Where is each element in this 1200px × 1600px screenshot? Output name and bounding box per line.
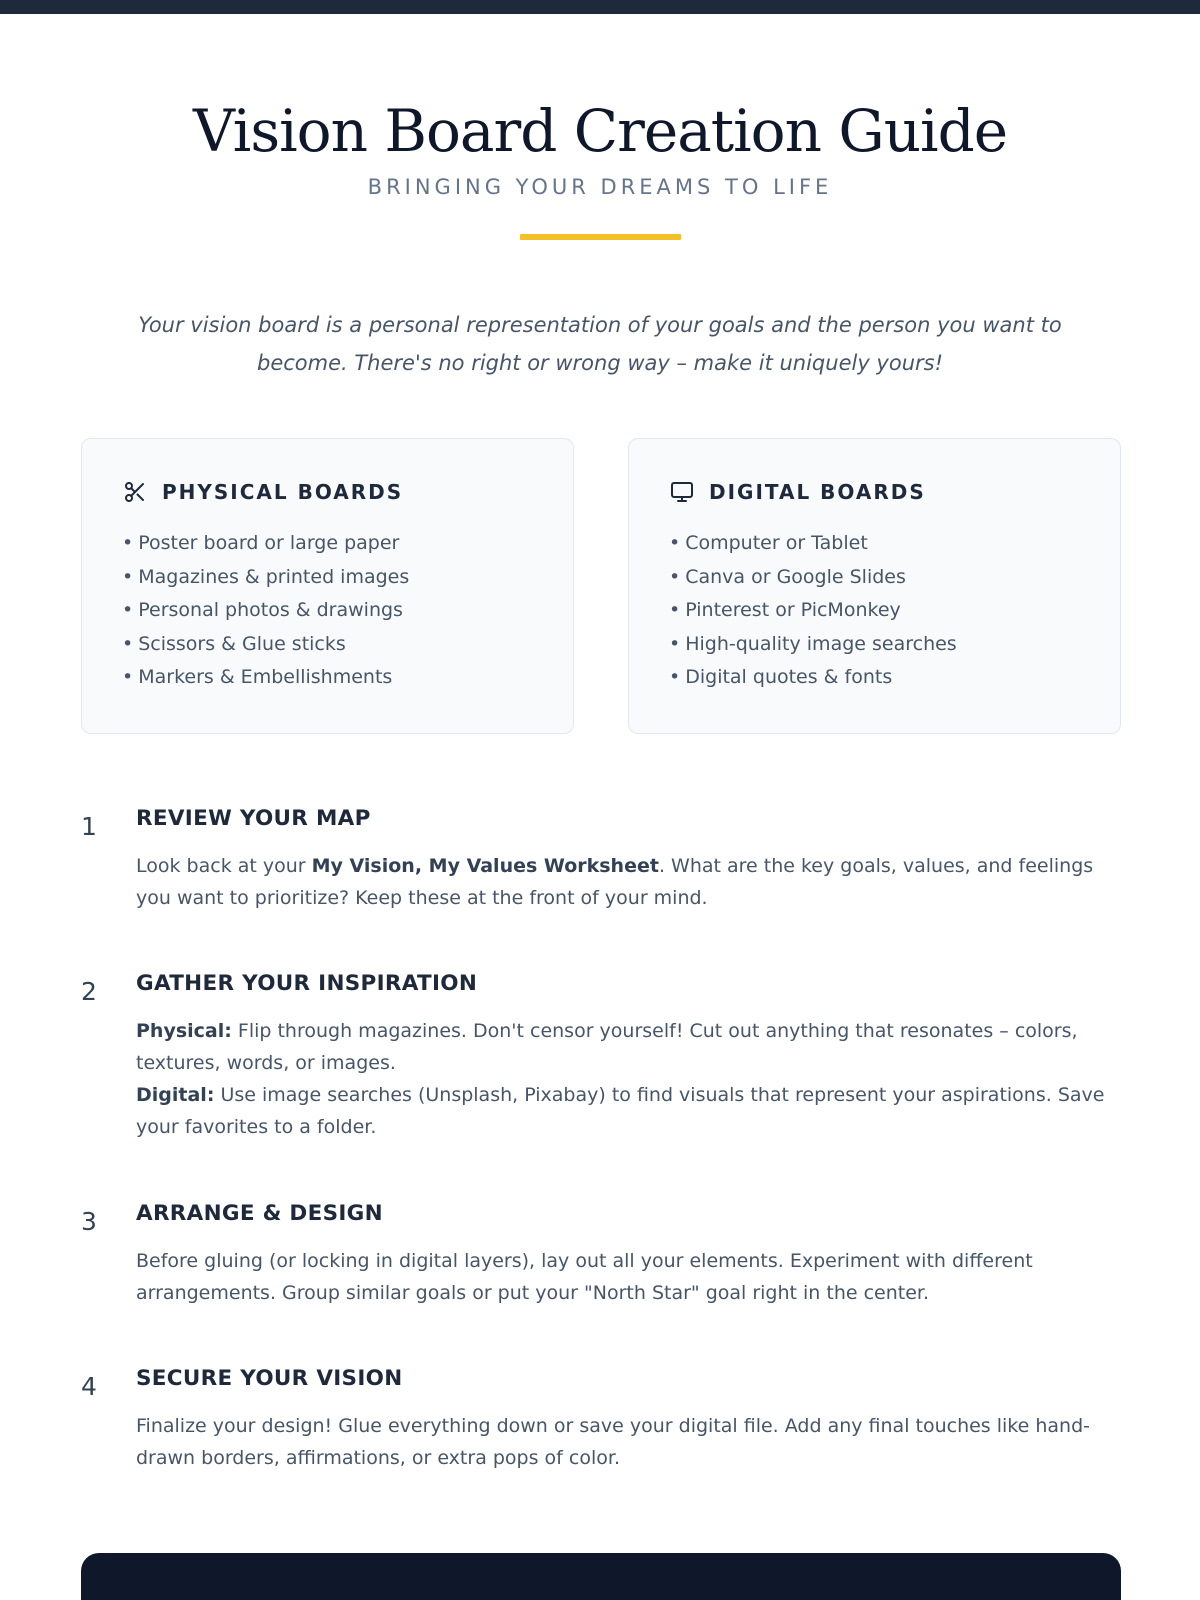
list-item: • Markers & Embellishments [122, 661, 533, 695]
step-text: Flip through magazines. Don't censor yourself! Cut out anything that resonates – colors, textures, words, or images. [136, 1020, 1078, 1074]
card-header [122, 477, 533, 507]
list-item: • Personal photos & drawings [122, 594, 533, 628]
page-header [0, 92, 1200, 202]
page-subtitle: BRINGING YOUR DREAMS TO LIFE [367, 175, 833, 199]
monitor-icon [669, 479, 695, 505]
step-text: . What are the key goals, values, and feelings you want to prioritize? Keep these at the front of your mind. [136, 855, 1094, 909]
digital-boards-card [628, 438, 1121, 734]
step-body [136, 1015, 1121, 1143]
step-body: Finalize your design! Glue everything down or save your digital file. Add any final touches like hand-drawn borders, affirmations, or extra pops of color. [136, 1415, 1090, 1469]
step-body: Before gluing (or locking in digital layers), lay out all your elements. Experiment with different arrangements. Group similar goals or put your "North Star" goal right in the center. [136, 1250, 1033, 1304]
step-number: 4 [81, 1372, 97, 1401]
digital-label: Digital: [136, 1084, 215, 1106]
step-title: REVIEW YOUR MAP [136, 806, 371, 831]
digital-instructions [136, 1079, 1121, 1143]
step-title: GATHER YOUR INSPIRATION [136, 971, 478, 996]
step-text: Look back at your [136, 855, 312, 877]
list-item: • Scissors & Glue sticks [122, 628, 533, 662]
list-item: • Canva or Google Slides [669, 561, 1080, 595]
step-number: 1 [81, 812, 97, 841]
step-number: 2 [81, 977, 97, 1006]
list-item: • Poster board or large paper [122, 527, 533, 561]
list-item: • Pinterest or PicMonkey [669, 594, 1080, 628]
list-item: • High-quality image searches [669, 628, 1080, 662]
page-title: Vision Board Creation Guide [192, 97, 1008, 165]
step-number: 3 [81, 1207, 97, 1236]
card-title: DIGITAL BOARDS [709, 480, 926, 504]
scissors-icon [122, 479, 148, 505]
physical-label: Physical: [136, 1020, 232, 1042]
list-item: • Digital quotes & fonts [669, 661, 1080, 695]
physical-instructions [136, 1015, 1121, 1079]
step-body [136, 850, 1121, 914]
step-title: SECURE YOUR VISION [136, 1366, 403, 1391]
card-header [669, 477, 1080, 507]
step-title: ARRANGE & DESIGN [136, 1201, 383, 1226]
physical-boards-card [81, 438, 574, 734]
intro-text: Your vision board is a personal representation of your goals and the person you want to become. There's no right or wrong way – make it uniquely yours! [138, 313, 1062, 375]
list-item: • Computer or Tablet [669, 527, 1080, 561]
top-bar [0, 0, 1200, 14]
card-title: PHYSICAL BOARDS [162, 480, 404, 504]
step-text: Use image searches (Unsplash, Pixabay) to find visuals that represent your aspirations. Save your favorites to a folder. [136, 1084, 1105, 1138]
accent-divider [520, 234, 681, 240]
digital-materials-list [669, 527, 1080, 695]
list-item: • Magazines & printed images [122, 561, 533, 595]
worksheet-name: My Vision, My Values Worksheet [311, 855, 659, 877]
bottom-panel [81, 1553, 1121, 1600]
physical-materials-list [122, 527, 533, 695]
